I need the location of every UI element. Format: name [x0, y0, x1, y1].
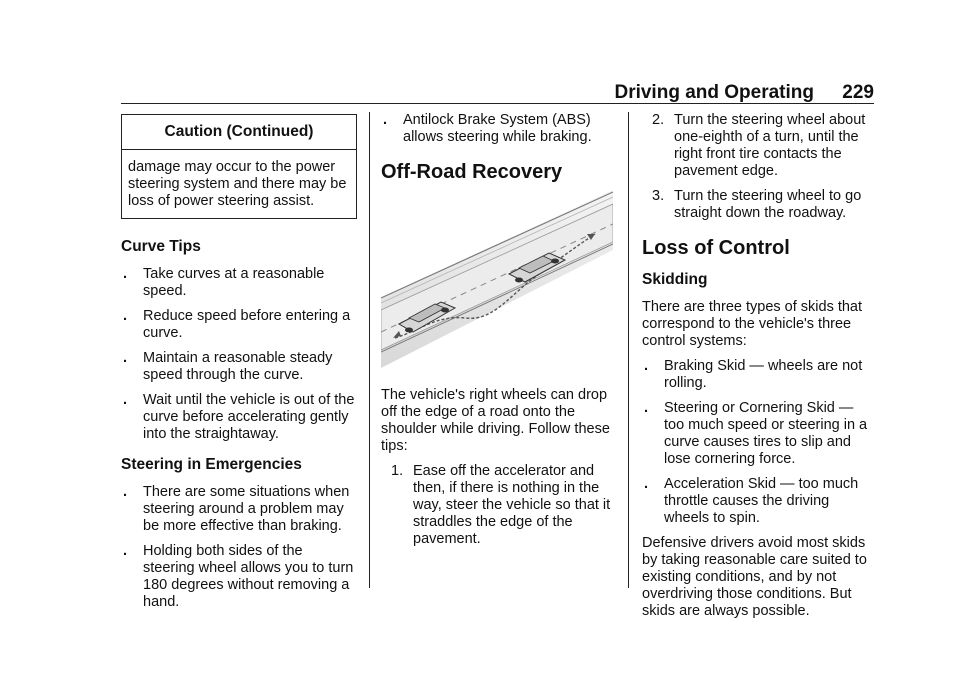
list-item: . There are some situations when steering around a problem may be more effective than braking.: [123, 484, 350, 534]
column-1: [121, 112, 357, 619]
bullet-marker: .: [123, 308, 128, 324]
list-item: 3. Turn the steering wheel to go straight down the roadway.: [652, 188, 862, 221]
off-road-steps: [381, 463, 613, 548]
caution-title: Caution (Continued): [122, 115, 356, 150]
header-section-title: Driving and Operating: [614, 82, 814, 103]
bullet-marker: .: [123, 543, 128, 559]
page-number: 229: [842, 82, 874, 103]
bullet-marker: .: [644, 476, 649, 492]
header-rule: [121, 103, 874, 104]
list-item: . Wait until the vehicle is out of the curve before accelerating gently into the straightaway.: [123, 392, 355, 442]
bullet-marker: .: [123, 484, 128, 500]
column-divider-left: [369, 112, 370, 588]
step-number: 2.: [652, 112, 665, 128]
off-road-steps-cont: [642, 112, 874, 222]
bullet-marker: .: [644, 358, 649, 374]
bullet-marker: .: [644, 400, 649, 416]
loss-of-control-heading: Loss of Control: [642, 237, 790, 259]
column-2: [381, 112, 613, 556]
list-item: . Steering or Cornering Skid — too much speed or steering in a curve causes tires to slip and lose cornering force.: [644, 400, 868, 467]
off-road-recovery-illustration: [381, 190, 613, 368]
list-item: . Acceleration Skid — too much throttle causes the driving wheels to spin.: [644, 476, 859, 526]
caution-box: [121, 114, 357, 219]
list-item: . Reduce speed before entering a curve.: [123, 308, 351, 341]
steering-emergencies-list: [121, 484, 357, 611]
caution-body: damage may occur to the power steering system and there may be loss of power steering assist.: [128, 159, 347, 209]
list-item: . Take curves at a reasonable speed.: [123, 266, 325, 299]
list-item: . Holding both sides of the steering wheel allows you to turn 180 degrees without removing a hand.: [123, 543, 354, 610]
step-number: 3.: [652, 188, 665, 204]
list-item: . Antilock Brake System (ABS) allows steering while braking.: [383, 112, 592, 145]
curve-tips-heading: Curve Tips: [121, 238, 201, 255]
bullet-marker: .: [123, 392, 128, 408]
bullet-marker: .: [123, 350, 128, 366]
off-road-recovery-heading: Off-Road Recovery: [381, 161, 563, 183]
off-road-intro: The vehicle's right wheels can drop off the edge of a road onto the shoulder while driving. Follow these tips:: [381, 387, 610, 454]
skid-types-list: [642, 358, 874, 527]
bullet-marker: .: [383, 112, 388, 128]
skidding-intro: There are three types of skids that correspond to the vehicle's three control systems:: [642, 299, 863, 349]
list-item: . Braking Skid — wheels are not rolling.: [644, 358, 863, 391]
skidding-heading: Skidding: [642, 271, 708, 288]
step-number: 1.: [391, 463, 404, 479]
steering-emergencies-heading: Steering in Emergencies: [121, 456, 302, 473]
column-divider-right: [628, 112, 629, 588]
bullet-marker: .: [123, 266, 128, 282]
list-item: . Maintain a reasonable steady speed through the curve.: [123, 350, 333, 383]
curve-tips-list: [121, 266, 357, 443]
skidding-closing: Defensive drivers avoid most skids by taking reasonable care suited to existing conditions, and by not overdriving those conditions. But skids are always possible.: [642, 535, 867, 619]
steering-emergencies-list-cont: [381, 112, 613, 146]
column-3: [642, 112, 874, 628]
list-item: 1. Ease off the accelerator and then, if there is nothing in the way, steer the vehicle so that it straddles the edge of the pavement.: [391, 463, 611, 547]
list-item: 2. Turn the steering wheel about one-eighth of a turn, until the right front tire contacts the pavement edge.: [652, 112, 866, 179]
